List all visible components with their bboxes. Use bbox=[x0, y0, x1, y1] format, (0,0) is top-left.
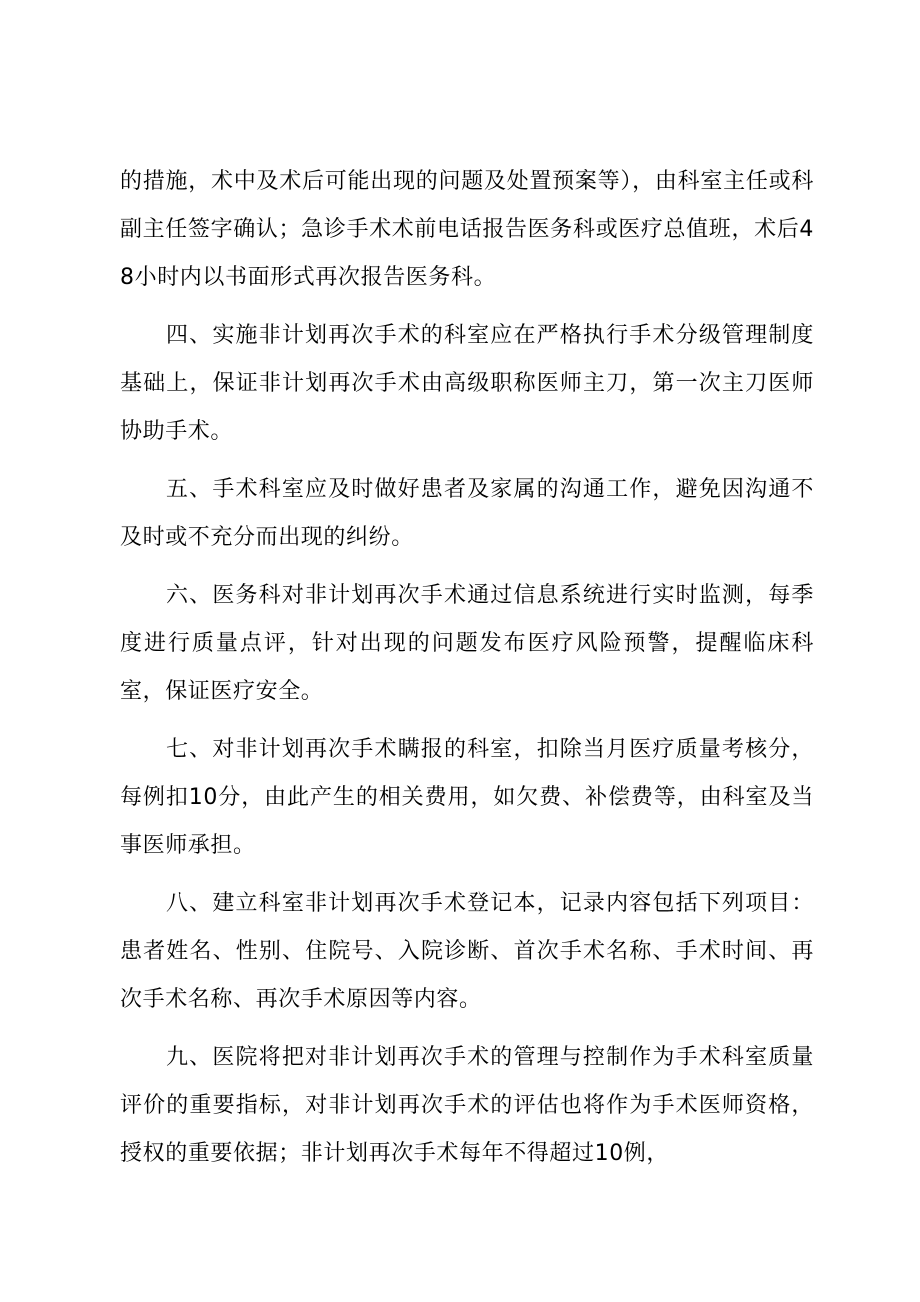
paragraph-item-5: 五、手术科室应及时做好患者及家属的沟通工作，避免因沟通不及时或不充分而出现的纠纷。 bbox=[120, 477, 814, 550]
paragraph-item-7: 七、对非计划再次手术瞒报的科室，扣除当月医疗质量考核分，每例扣10分，由此产生的相关费用，如欠费、补偿费等，由科室及当事医师承担。 bbox=[120, 737, 814, 858]
paragraph-item-9: 九、医院将把对非计划再次手术的管理与控制作为手术科室质量评价的重要指标，对非计划再次手术的评估也将作为手术医师资格，授权的重要依据；非计划再次手术每年不得超过10例， bbox=[120, 1045, 814, 1166]
paragraph-item-6: 六、医务科对非计划再次手术通过信息系统进行实时监测，每季度进行质量点评，针对出现的问题发布医疗风险预警，提醒临床科室，保证医疗安全。 bbox=[120, 583, 814, 704]
paragraph-item-8: 八、建立科室非计划再次手术登记本，记录内容包括下列项目：患者姓名、性别、住院号、入院诊断、首次手术名称、手术时间、再次手术名称、再次手术原因等内容。 bbox=[120, 891, 814, 1012]
document-body bbox=[120, 158, 814, 1188]
paragraph-item-4: 四、实施非计划再次手术的科室应在严格执行手术分级管理制度基础上，保证非计划再次手术由高级职称医师主刀，第一次主刀医师协助手术。 bbox=[120, 323, 814, 444]
paragraph-continuation: 的措施，术中及术后可能出现的问题及处置预案等），由科室主任或科副主任签字确认；急诊手术术前电话报告医务科或医疗总值班，术后48小时内以书面形式再次报告医务科。 bbox=[120, 169, 814, 290]
